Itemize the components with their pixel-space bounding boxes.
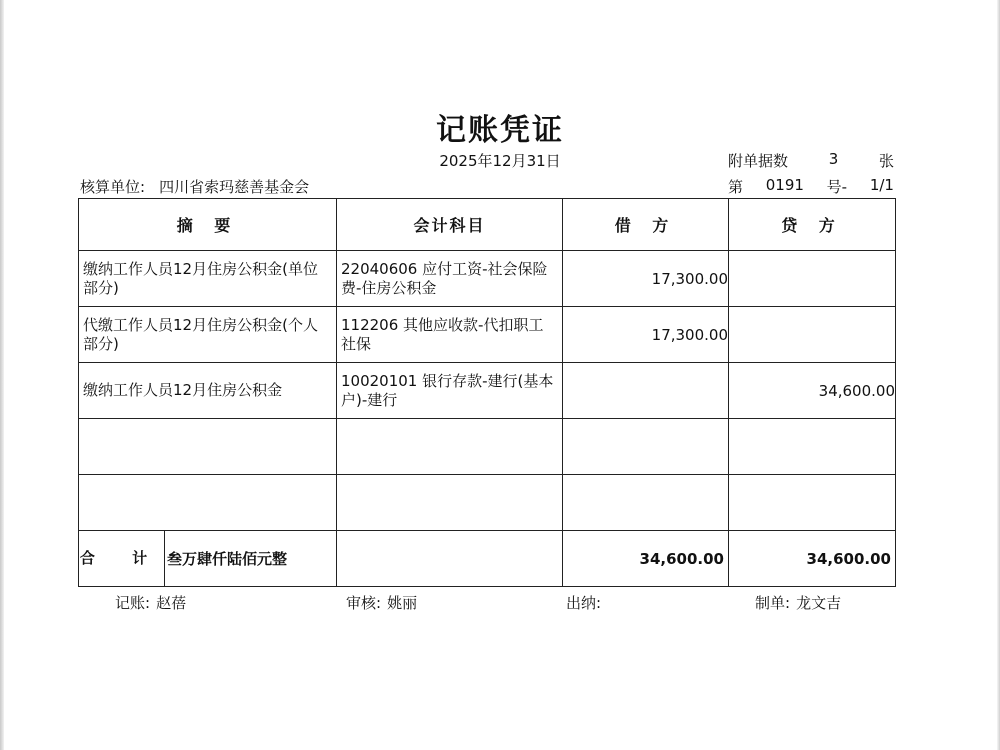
voucher-number-suffix: 号-: [826, 178, 848, 196]
row-account: [337, 475, 563, 531]
row-debit: [563, 475, 729, 531]
voucher-title: 记账凭证: [436, 113, 564, 148]
table-row: [79, 363, 896, 419]
reviewer-name: 姚丽: [387, 594, 418, 612]
row-credit: [729, 419, 896, 475]
voucher-number-prefix: 第: [728, 178, 744, 196]
row-summary: 缴纳工作人员12月住房公积金(单位部分): [79, 251, 337, 307]
reviewer: [346, 592, 417, 613]
accounting-unit-name: 四川省索玛慈善基金会: [159, 178, 310, 196]
attachments-count: [728, 150, 894, 171]
attachments-unit: 张: [878, 152, 894, 170]
preparer-name: 龙文吉: [796, 594, 842, 612]
row-summary: 缴纳工作人员12月住房公积金: [79, 363, 337, 419]
row-credit: [729, 307, 896, 363]
row-credit: [729, 251, 896, 307]
row-summary: [79, 419, 337, 475]
voucher-number-value: 0191: [765, 176, 804, 194]
attachments-number: 3: [828, 150, 839, 168]
voucher-page: 1/1: [869, 176, 894, 194]
table-row: [79, 419, 896, 475]
preparer-label: 制单:: [755, 594, 791, 612]
row-account: 22040606 应付工资-社会保险费-住房公积金: [337, 251, 563, 307]
reviewer-label: 审核:: [346, 594, 382, 612]
accounting-unit-label: 核算单位:: [80, 178, 146, 196]
row-debit: [563, 363, 729, 419]
header-debit: 借 方: [563, 199, 729, 251]
total-debit: 34,600.00: [563, 531, 729, 587]
row-account: 112206 其他应收款-代扣职工社保: [337, 307, 563, 363]
bookkeeper-name: 赵蓓: [156, 594, 187, 612]
header-account: 会计科目: [337, 199, 563, 251]
cashier-label: 出纳:: [566, 594, 602, 612]
cashier: [566, 592, 607, 613]
preparer: [755, 592, 841, 613]
row-summary: [79, 475, 337, 531]
total-row: [79, 531, 896, 587]
table-row: [79, 251, 896, 307]
accounting-unit: [80, 176, 309, 197]
bookkeeper: [115, 592, 186, 613]
row-credit: 34,600.00: [729, 363, 896, 419]
total-amount-words: 叁万肆仟陆佰元整: [167, 550, 288, 568]
row-debit: 17,300.00: [563, 251, 729, 307]
header-summary: 摘 要: [79, 199, 337, 251]
total-account-blank: [337, 531, 563, 587]
voucher-number: [728, 176, 894, 197]
voucher-table: [78, 198, 896, 587]
attachments-label: 附单据数: [728, 152, 789, 170]
table-row: [79, 475, 896, 531]
table-header-row: [79, 199, 896, 251]
row-account: [337, 419, 563, 475]
row-debit: [563, 419, 729, 475]
header-credit: 贷 方: [729, 199, 896, 251]
total-credit: 34,600.00: [729, 531, 896, 587]
row-debit: 17,300.00: [563, 307, 729, 363]
row-credit: [729, 475, 896, 531]
bookkeeper-label: 记账:: [115, 594, 151, 612]
table-row: [79, 307, 896, 363]
voucher-date: 2025年12月31日: [439, 152, 561, 170]
total-label: 合 计: [79, 531, 165, 586]
total-cell: [79, 531, 337, 587]
row-account: 10020101 银行存款-建行(基本户)-建行: [337, 363, 563, 419]
row-summary: 代缴工作人员12月住房公积金(个人部分): [79, 307, 337, 363]
